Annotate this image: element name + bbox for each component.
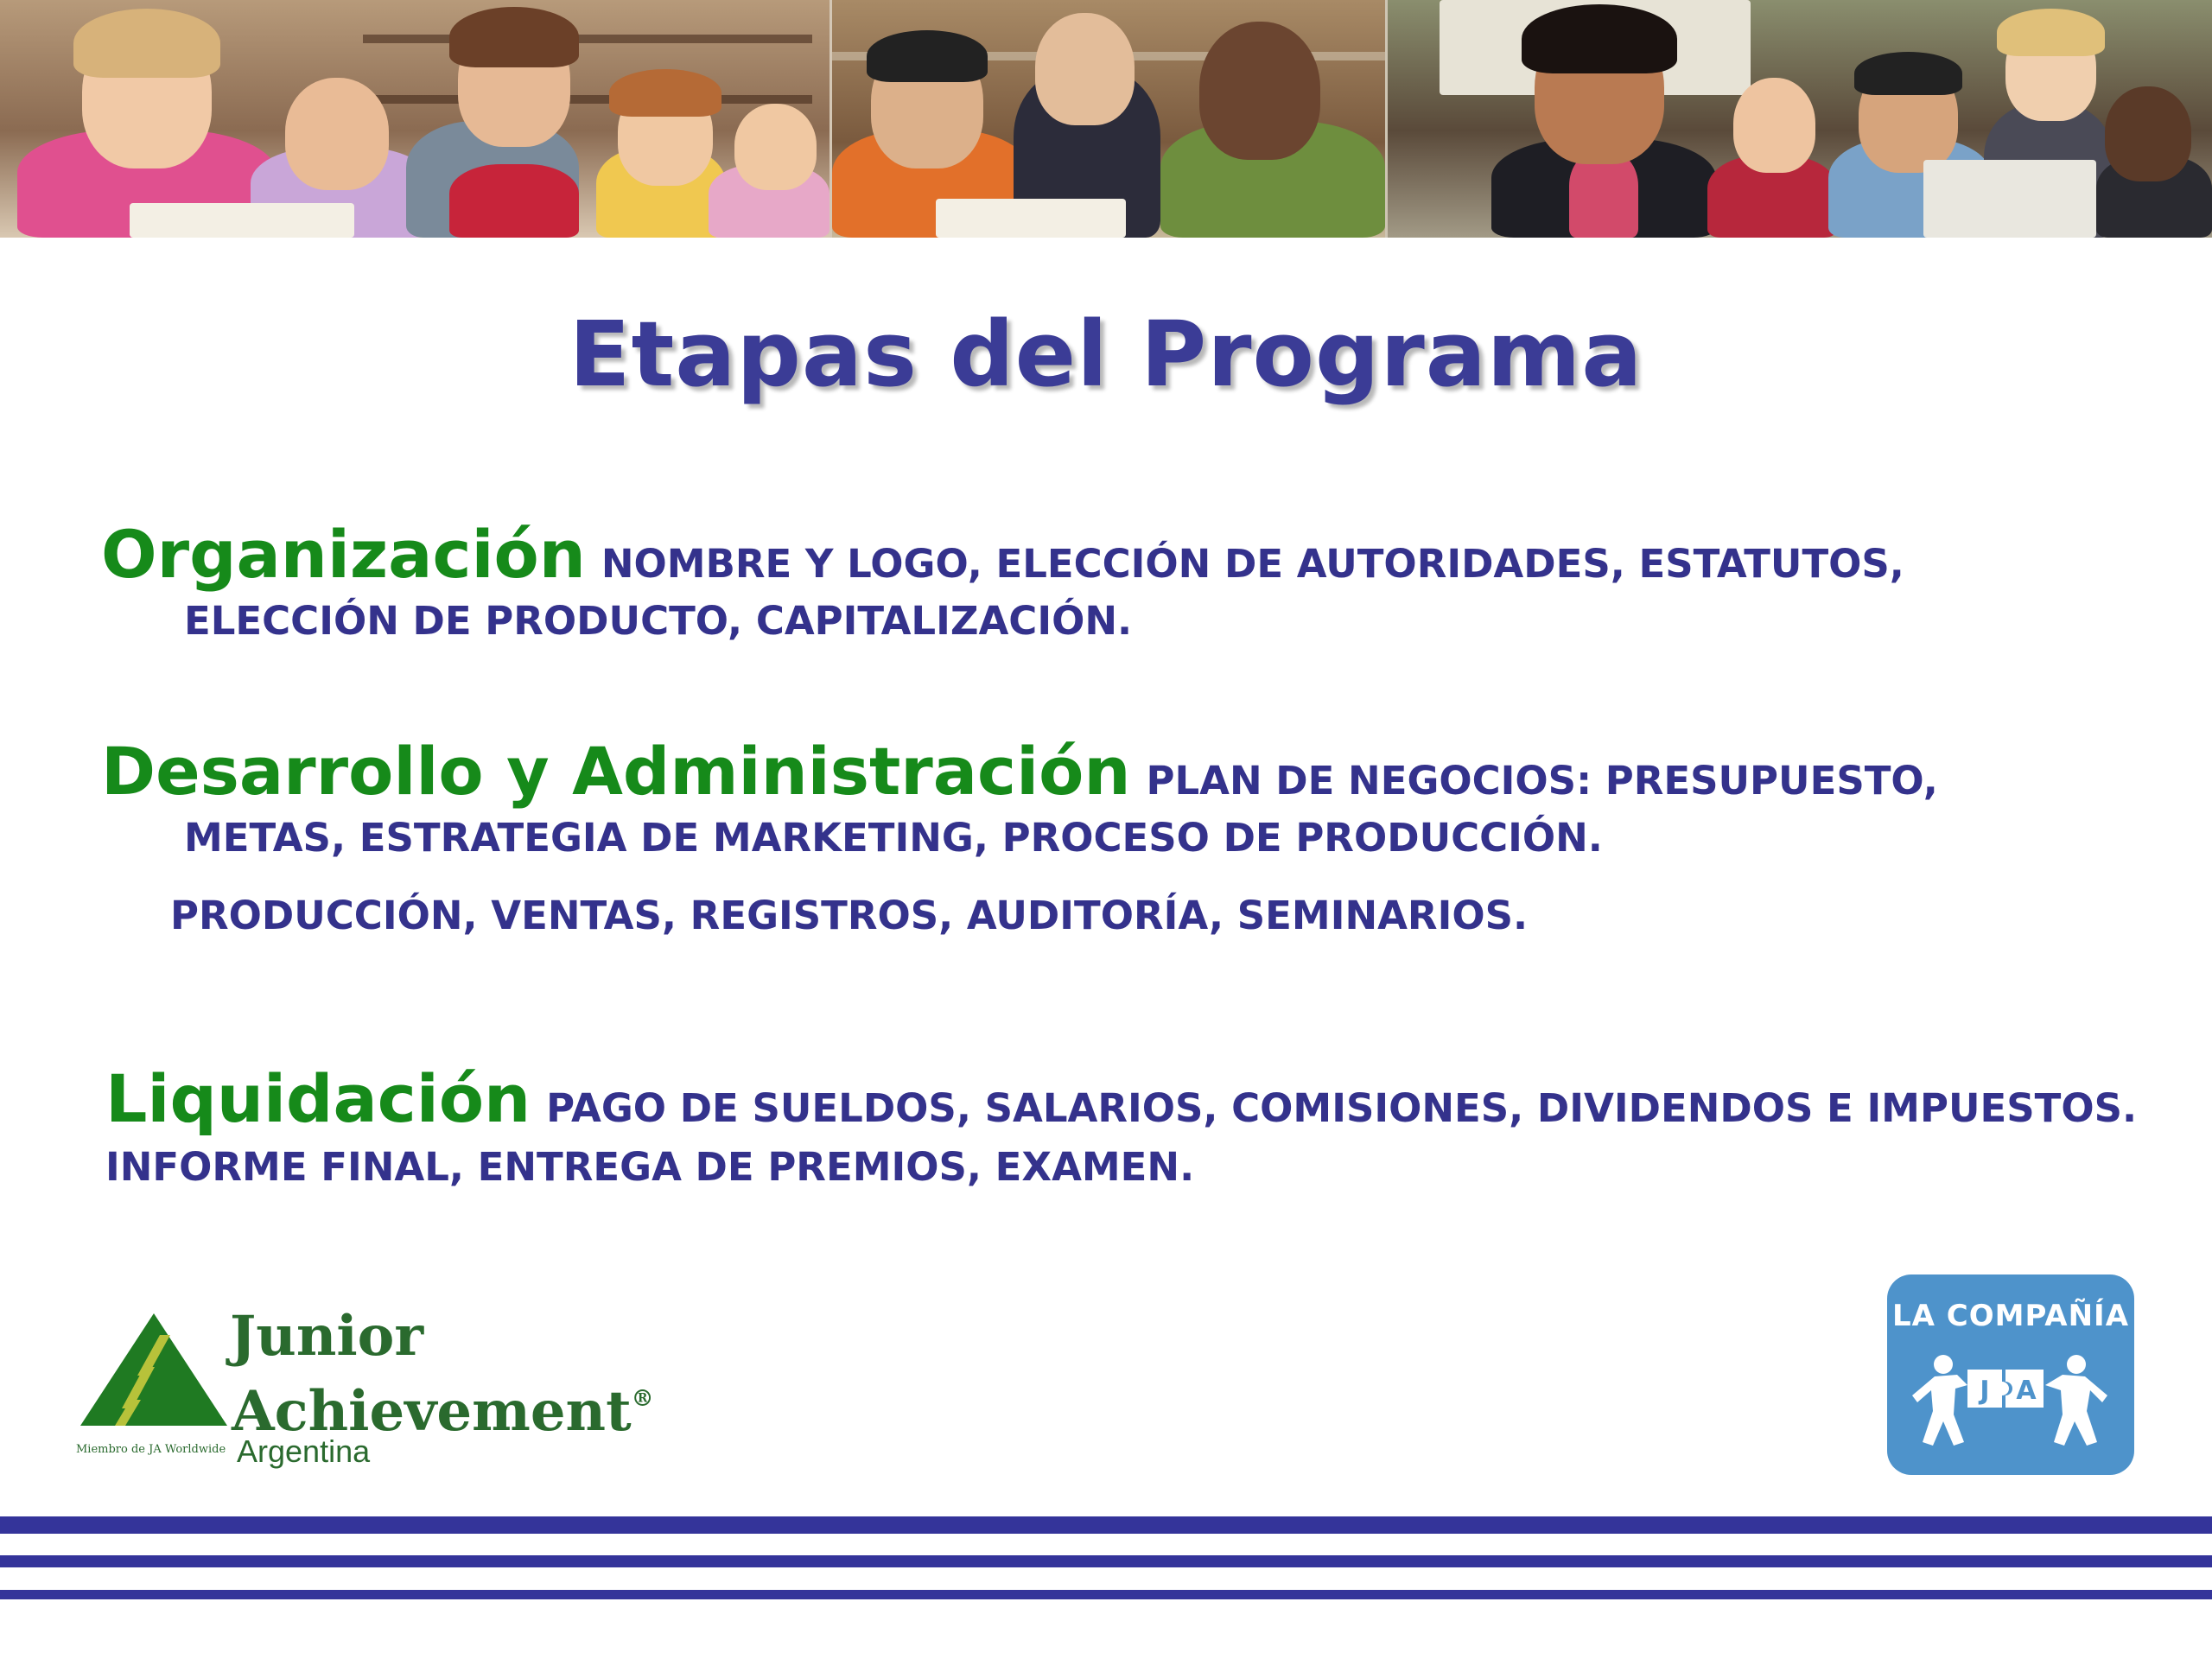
svg-text:A: A: [2016, 1376, 2037, 1406]
stage-liquidacion: [105, 1056, 2179, 1203]
stage-text-line: PLAN DE NEGOCIOS: PRESUPUESTO,: [1146, 758, 1938, 804]
stage-text-line: METAS, ESTRATEGIA DE MARKETING, PROCESO DE PRODUCCIÓN.: [184, 815, 1603, 861]
ja-triangle-logo-icon: [80, 1313, 227, 1434]
ja-country: Argentina: [237, 1433, 371, 1469]
page-title: Etapas del Programa: [569, 302, 1643, 407]
stage-text-line: PRODUCCIÓN, VENTAS, REGISTROS, AUDITORÍA, SEMINARIOS.: [170, 893, 1529, 938]
la-compania-logo: [1887, 1274, 2134, 1475]
banner-panel-teacher: [1388, 0, 2212, 238]
footer-stripe: [0, 1516, 2212, 1534]
svg-text:J: J: [1980, 1376, 1990, 1406]
ja-puzzle-people-icon: [1907, 1345, 2114, 1458]
stage-text-line: INFORME FINAL, ENTREGA DE PREMIOS, EXAMEN.: [105, 1144, 1195, 1190]
stage-heading: Desarrollo y Administración: [101, 733, 1131, 810]
ja-logo-line2: Achievement®: [232, 1379, 654, 1444]
ja-member-text: Miembro de JA Worldwide: [76, 1443, 226, 1456]
stage-text-line: NOMBRE Y LOGO, ELECCIÓN DE AUTORIDADES, ESTATUTOS,: [601, 541, 1904, 587]
footer-stripe: [0, 1590, 2212, 1599]
la-compania-caption: LA COMPAÑÍA: [1891, 1299, 2130, 1333]
stage-text-line: PAGO DE SUELDOS, SALARIOS, COMISIONES, DIVIDENDOS E IMPUESTOS.: [546, 1085, 2138, 1131]
stage-organizacion: [101, 512, 2088, 658]
junior-achievement-logo: [76, 1304, 654, 1478]
banner-panel-students: [832, 0, 1385, 238]
stage-heading: Organización: [101, 516, 586, 593]
banner-panel-kids: [0, 0, 830, 238]
ja-logo-line1: Junior: [230, 1304, 424, 1369]
footer-stripe: [0, 1555, 2212, 1567]
header-photo-banner: [0, 0, 2212, 238]
stage-desarrollo: [101, 728, 2088, 962]
stage-heading: Liquidación: [105, 1060, 531, 1137]
stage-text-line: ELECCIÓN DE PRODUCTO, CAPITALIZACIÓN.: [184, 598, 1133, 644]
